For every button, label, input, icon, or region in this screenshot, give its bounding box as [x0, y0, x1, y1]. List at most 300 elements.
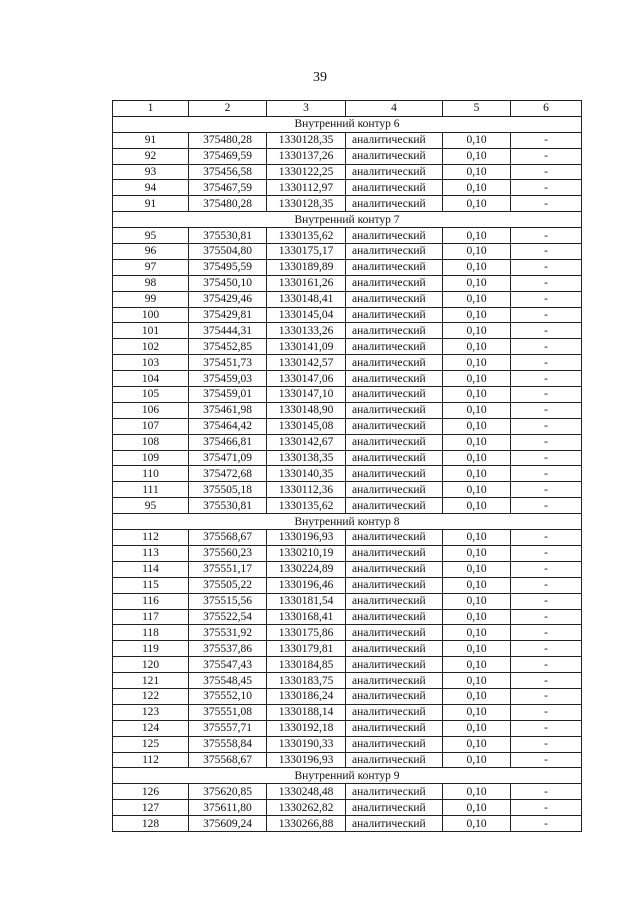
column-header: 2 — [189, 101, 267, 117]
table-cell: 1330147,06 — [267, 371, 346, 387]
table-row — [113, 720, 582, 736]
table-cell: 375515,56 — [189, 593, 267, 609]
table-row — [113, 323, 582, 339]
table-cell: 375552,10 — [189, 688, 267, 704]
table-cell: аналитический — [346, 466, 443, 482]
table-cell: 1330196,93 — [267, 530, 346, 546]
table-cell: 375456,58 — [189, 164, 267, 180]
table-row — [113, 371, 582, 387]
table-cell: - — [511, 530, 582, 546]
table-cell: - — [511, 323, 582, 339]
table-cell: аналитический — [346, 752, 443, 768]
table-cell: 375495,59 — [189, 259, 267, 275]
table-cell: 375609,24 — [189, 816, 267, 832]
section-title: Внутренний контур 8 — [113, 514, 582, 530]
table-cell: 93 — [113, 164, 189, 180]
table-row — [113, 530, 582, 546]
section-row — [113, 514, 582, 530]
table-cell: 0,10 — [443, 418, 511, 434]
table-cell: 0,10 — [443, 657, 511, 673]
table-cell: 1330183,75 — [267, 673, 346, 689]
table-cell: 125 — [113, 736, 189, 752]
table-cell: 375551,08 — [189, 704, 267, 720]
table-cell: - — [511, 593, 582, 609]
table-cell: - — [511, 704, 582, 720]
table-cell: 118 — [113, 625, 189, 641]
table-cell: 1330181,54 — [267, 593, 346, 609]
table-cell: 1330192,18 — [267, 720, 346, 736]
table-cell: 0,10 — [443, 625, 511, 641]
table-cell: 0,10 — [443, 275, 511, 291]
table-cell: 1330147,10 — [267, 387, 346, 403]
table-row — [113, 180, 582, 196]
table-cell: 0,10 — [443, 244, 511, 260]
table-cell: 0,10 — [443, 609, 511, 625]
table-cell: 0,10 — [443, 482, 511, 498]
column-header: 6 — [511, 101, 582, 117]
table-cell: 375451,73 — [189, 355, 267, 371]
table-cell: 123 — [113, 704, 189, 720]
table-cell: 375452,85 — [189, 339, 267, 355]
table-cell: 119 — [113, 641, 189, 657]
table-cell: аналитический — [346, 244, 443, 260]
table-cell: - — [511, 196, 582, 212]
table-row — [113, 244, 582, 260]
table-cell: 0,10 — [443, 498, 511, 514]
table-cell: 124 — [113, 720, 189, 736]
table-cell: 375450,10 — [189, 275, 267, 291]
table-cell: аналитический — [346, 593, 443, 609]
table-cell: 1330142,67 — [267, 434, 346, 450]
table-row — [113, 387, 582, 403]
table-cell: 0,10 — [443, 752, 511, 768]
table-cell: 0,10 — [443, 164, 511, 180]
table-cell: 375568,67 — [189, 530, 267, 546]
table-cell: 111 — [113, 482, 189, 498]
table-cell: 0,10 — [443, 704, 511, 720]
table-row — [113, 625, 582, 641]
table-cell: 1330135,62 — [267, 498, 346, 514]
table-cell: 375537,86 — [189, 641, 267, 657]
table-cell: 128 — [113, 816, 189, 832]
table-cell: аналитический — [346, 657, 443, 673]
table-cell: - — [511, 180, 582, 196]
table-cell: 1330137,26 — [267, 148, 346, 164]
table-cell: 101 — [113, 323, 189, 339]
table-cell: 121 — [113, 673, 189, 689]
table-cell: 375480,28 — [189, 196, 267, 212]
table-cell: 0,10 — [443, 720, 511, 736]
table-row — [113, 577, 582, 593]
table-cell: аналитический — [346, 434, 443, 450]
table-cell: аналитический — [346, 387, 443, 403]
table-cell: 375444,31 — [189, 323, 267, 339]
table-row — [113, 688, 582, 704]
table-cell: аналитический — [346, 609, 443, 625]
table-cell: 1330189,89 — [267, 259, 346, 275]
table-row — [113, 275, 582, 291]
table-cell: 375459,03 — [189, 371, 267, 387]
table-row — [113, 816, 582, 832]
table-row — [113, 673, 582, 689]
table-cell: 375548,45 — [189, 673, 267, 689]
table-cell: 107 — [113, 418, 189, 434]
table-cell: - — [511, 402, 582, 418]
table-cell: 1330175,17 — [267, 244, 346, 260]
column-header: 5 — [443, 101, 511, 117]
table-row — [113, 355, 582, 371]
table-cell: 0,10 — [443, 180, 511, 196]
table-cell: 375467,59 — [189, 180, 267, 196]
table-cell: 375620,85 — [189, 784, 267, 800]
table-cell: 0,10 — [443, 228, 511, 244]
table-cell: 0,10 — [443, 641, 511, 657]
table-cell: 102 — [113, 339, 189, 355]
table-cell: - — [511, 371, 582, 387]
table-cell: аналитический — [346, 625, 443, 641]
table-cell: 103 — [113, 355, 189, 371]
table-cell: 1330140,35 — [267, 466, 346, 482]
table-cell: 1330112,97 — [267, 180, 346, 196]
table-cell: - — [511, 466, 582, 482]
section-row — [113, 768, 582, 784]
table-cell: 110 — [113, 466, 189, 482]
table-cell: 94 — [113, 180, 189, 196]
table-row — [113, 132, 582, 148]
table-cell: аналитический — [346, 482, 443, 498]
table-cell: - — [511, 148, 582, 164]
table-cell: 0,10 — [443, 530, 511, 546]
table-cell: аналитический — [346, 132, 443, 148]
table-cell: 112 — [113, 752, 189, 768]
table-cell: аналитический — [346, 688, 443, 704]
table-cell: 375560,23 — [189, 545, 267, 561]
table-cell: аналитический — [346, 800, 443, 816]
table-cell: 96 — [113, 244, 189, 260]
table-cell: 0,10 — [443, 339, 511, 355]
table-cell: 113 — [113, 545, 189, 561]
table-cell: 375464,42 — [189, 418, 267, 434]
table-cell: 91 — [113, 132, 189, 148]
table-cell: - — [511, 259, 582, 275]
table-cell: аналитический — [346, 259, 443, 275]
table-cell: 375568,67 — [189, 752, 267, 768]
table-cell: 0,10 — [443, 434, 511, 450]
table-cell: 0,10 — [443, 593, 511, 609]
table-cell: - — [511, 355, 582, 371]
table-cell: 0,10 — [443, 816, 511, 832]
table-cell: 1330210,19 — [267, 545, 346, 561]
table-cell: аналитический — [346, 673, 443, 689]
table-cell: 375471,09 — [189, 450, 267, 466]
table-cell: 1330175,86 — [267, 625, 346, 641]
table-cell: 375505,22 — [189, 577, 267, 593]
table-cell: 1330188,14 — [267, 704, 346, 720]
table-row — [113, 561, 582, 577]
table-cell: - — [511, 609, 582, 625]
column-header: 4 — [346, 101, 443, 117]
table-cell: - — [511, 498, 582, 514]
table-cell: 1330184,85 — [267, 657, 346, 673]
table-cell: аналитический — [346, 180, 443, 196]
table-cell: 375531,92 — [189, 625, 267, 641]
table-cell: 0,10 — [443, 688, 511, 704]
table-cell: 375547,43 — [189, 657, 267, 673]
table-cell: 1330186,24 — [267, 688, 346, 704]
table-cell: - — [511, 418, 582, 434]
section-title: Внутренний контур 7 — [113, 212, 582, 228]
table-cell: аналитический — [346, 720, 443, 736]
table-cell: 0,10 — [443, 323, 511, 339]
table-cell: 1330122,25 — [267, 164, 346, 180]
table-cell: аналитический — [346, 418, 443, 434]
table-cell: 375429,81 — [189, 307, 267, 323]
table-cell: - — [511, 164, 582, 180]
table-cell: 98 — [113, 275, 189, 291]
section-title: Внутренний контур 6 — [113, 116, 582, 132]
table-cell: аналитический — [346, 577, 443, 593]
table-cell: аналитический — [346, 545, 443, 561]
column-header: 1 — [113, 101, 189, 117]
table-row — [113, 657, 582, 673]
table-cell: аналитический — [346, 291, 443, 307]
table-cell: - — [511, 339, 582, 355]
table-cell: 0,10 — [443, 196, 511, 212]
table-cell: 1330141,09 — [267, 339, 346, 355]
table-cell: 375530,81 — [189, 228, 267, 244]
table-cell: аналитический — [346, 561, 443, 577]
table-cell: 375472,68 — [189, 466, 267, 482]
table-cell: - — [511, 387, 582, 403]
table-cell: 120 — [113, 657, 189, 673]
table-cell: аналитический — [346, 498, 443, 514]
table-cell: 114 — [113, 561, 189, 577]
table-cell: аналитический — [346, 784, 443, 800]
table-row — [113, 498, 582, 514]
table-cell: 106 — [113, 402, 189, 418]
table-cell: - — [511, 625, 582, 641]
section-row — [113, 116, 582, 132]
table-cell: 1330112,36 — [267, 482, 346, 498]
table-cell: 375480,28 — [189, 132, 267, 148]
table-cell: - — [511, 450, 582, 466]
table-row — [113, 736, 582, 752]
table-cell: 0,10 — [443, 132, 511, 148]
table-cell: 375551,17 — [189, 561, 267, 577]
table-cell: аналитический — [346, 402, 443, 418]
table-cell: аналитический — [346, 339, 443, 355]
table-row — [113, 418, 582, 434]
table-cell: 108 — [113, 434, 189, 450]
table-cell: 117 — [113, 609, 189, 625]
table-cell: 375469,59 — [189, 148, 267, 164]
table-cell: 0,10 — [443, 371, 511, 387]
table-cell: 1330145,08 — [267, 418, 346, 434]
table-row — [113, 402, 582, 418]
table-cell: 0,10 — [443, 673, 511, 689]
table-cell: 1330168,41 — [267, 609, 346, 625]
table-cell: 95 — [113, 498, 189, 514]
table-row — [113, 164, 582, 180]
header-row — [113, 101, 582, 117]
table-row — [113, 339, 582, 355]
table-cell: - — [511, 816, 582, 832]
table-cell: 0,10 — [443, 450, 511, 466]
table-row — [113, 228, 582, 244]
table-cell: - — [511, 561, 582, 577]
table-cell: 112 — [113, 530, 189, 546]
table-cell: 1330148,41 — [267, 291, 346, 307]
table-cell: - — [511, 244, 582, 260]
table-cell: 109 — [113, 450, 189, 466]
table-cell: 0,10 — [443, 307, 511, 323]
table-cell: - — [511, 132, 582, 148]
table-cell: - — [511, 641, 582, 657]
table-cell: аналитический — [346, 816, 443, 832]
table-cell: 1330145,04 — [267, 307, 346, 323]
table-cell: 99 — [113, 291, 189, 307]
table-cell: 104 — [113, 371, 189, 387]
table-cell: аналитический — [346, 323, 443, 339]
table-row — [113, 259, 582, 275]
table-cell: 375504,80 — [189, 244, 267, 260]
table-cell: - — [511, 545, 582, 561]
table-row — [113, 784, 582, 800]
table-cell: 0,10 — [443, 291, 511, 307]
table-cell: 1330161,26 — [267, 275, 346, 291]
table-row — [113, 148, 582, 164]
table-cell: 1330224,89 — [267, 561, 346, 577]
table-row — [113, 482, 582, 498]
table-cell: 0,10 — [443, 466, 511, 482]
table-cell: 1330190,33 — [267, 736, 346, 752]
table-cell: 0,10 — [443, 577, 511, 593]
table-cell: 375459,01 — [189, 387, 267, 403]
table-cell: 126 — [113, 784, 189, 800]
table-body — [113, 101, 582, 832]
table-cell: - — [511, 752, 582, 768]
table-cell: аналитический — [346, 196, 443, 212]
table-row — [113, 593, 582, 609]
table-cell: 100 — [113, 307, 189, 323]
table-row — [113, 609, 582, 625]
table-row — [113, 704, 582, 720]
table-cell: 375611,80 — [189, 800, 267, 816]
table-cell: 116 — [113, 593, 189, 609]
table-row — [113, 450, 582, 466]
table-cell: - — [511, 307, 582, 323]
table-row — [113, 800, 582, 816]
table-cell: 0,10 — [443, 561, 511, 577]
table-cell: - — [511, 657, 582, 673]
table-cell: - — [511, 577, 582, 593]
table-row — [113, 291, 582, 307]
table-row — [113, 545, 582, 561]
table-cell: 1330135,62 — [267, 228, 346, 244]
table-row — [113, 641, 582, 657]
table-cell: аналитический — [346, 530, 443, 546]
table-cell: 1330196,93 — [267, 752, 346, 768]
table-cell: 0,10 — [443, 355, 511, 371]
table-cell: 1330138,35 — [267, 450, 346, 466]
table-cell: 1330128,35 — [267, 132, 346, 148]
table-cell: 375461,98 — [189, 402, 267, 418]
table-cell: - — [511, 228, 582, 244]
table-cell: 1330196,46 — [267, 577, 346, 593]
table-cell: - — [511, 482, 582, 498]
table-cell: аналитический — [346, 355, 443, 371]
table-cell: аналитический — [346, 228, 443, 244]
table-cell: 1330262,82 — [267, 800, 346, 816]
table-cell: аналитический — [346, 736, 443, 752]
table-cell: 115 — [113, 577, 189, 593]
table-cell: 0,10 — [443, 784, 511, 800]
table-cell: 1330148,90 — [267, 402, 346, 418]
table-row — [113, 434, 582, 450]
table-cell: - — [511, 673, 582, 689]
table-cell: 0,10 — [443, 259, 511, 275]
table-cell: 375466,81 — [189, 434, 267, 450]
table-cell: 1330248,48 — [267, 784, 346, 800]
table-cell: 105 — [113, 387, 189, 403]
column-header: 3 — [267, 101, 346, 117]
section-title: Внутренний контур 9 — [113, 768, 582, 784]
table-cell: - — [511, 275, 582, 291]
table-cell: 0,10 — [443, 800, 511, 816]
table-cell: аналитический — [346, 148, 443, 164]
table-cell: 0,10 — [443, 736, 511, 752]
table-row — [113, 196, 582, 212]
table-cell: аналитический — [346, 275, 443, 291]
table-cell: 1330266,88 — [267, 816, 346, 832]
table-row — [113, 752, 582, 768]
section-row — [113, 212, 582, 228]
table-cell: 0,10 — [443, 148, 511, 164]
table-cell: 375429,46 — [189, 291, 267, 307]
table-cell: 375522,54 — [189, 609, 267, 625]
table-cell: аналитический — [346, 641, 443, 657]
table-cell: аналитический — [346, 164, 443, 180]
table-cell: 127 — [113, 800, 189, 816]
table-cell: 375530,81 — [189, 498, 267, 514]
coordinates-table — [112, 100, 582, 832]
table-cell: 0,10 — [443, 545, 511, 561]
table-cell: 122 — [113, 688, 189, 704]
table-cell: 97 — [113, 259, 189, 275]
table-cell: 1330128,35 — [267, 196, 346, 212]
table-cell: аналитический — [346, 371, 443, 387]
table-cell: 92 — [113, 148, 189, 164]
table-cell: 91 — [113, 196, 189, 212]
page-number: 39 — [313, 70, 327, 85]
table-row — [113, 466, 582, 482]
table-cell: 0,10 — [443, 387, 511, 403]
table-row — [113, 307, 582, 323]
table-cell: 1330142,57 — [267, 355, 346, 371]
table-cell: - — [511, 688, 582, 704]
table-cell: - — [511, 736, 582, 752]
table-cell: - — [511, 434, 582, 450]
table-cell: аналитический — [346, 450, 443, 466]
table-cell: 375558,84 — [189, 736, 267, 752]
table-cell: 375557,71 — [189, 720, 267, 736]
table-cell: - — [511, 800, 582, 816]
table-cell: - — [511, 291, 582, 307]
table-cell: 1330179,81 — [267, 641, 346, 657]
table-cell: аналитический — [346, 704, 443, 720]
table-cell: 375505,18 — [189, 482, 267, 498]
table-cell: аналитический — [346, 307, 443, 323]
